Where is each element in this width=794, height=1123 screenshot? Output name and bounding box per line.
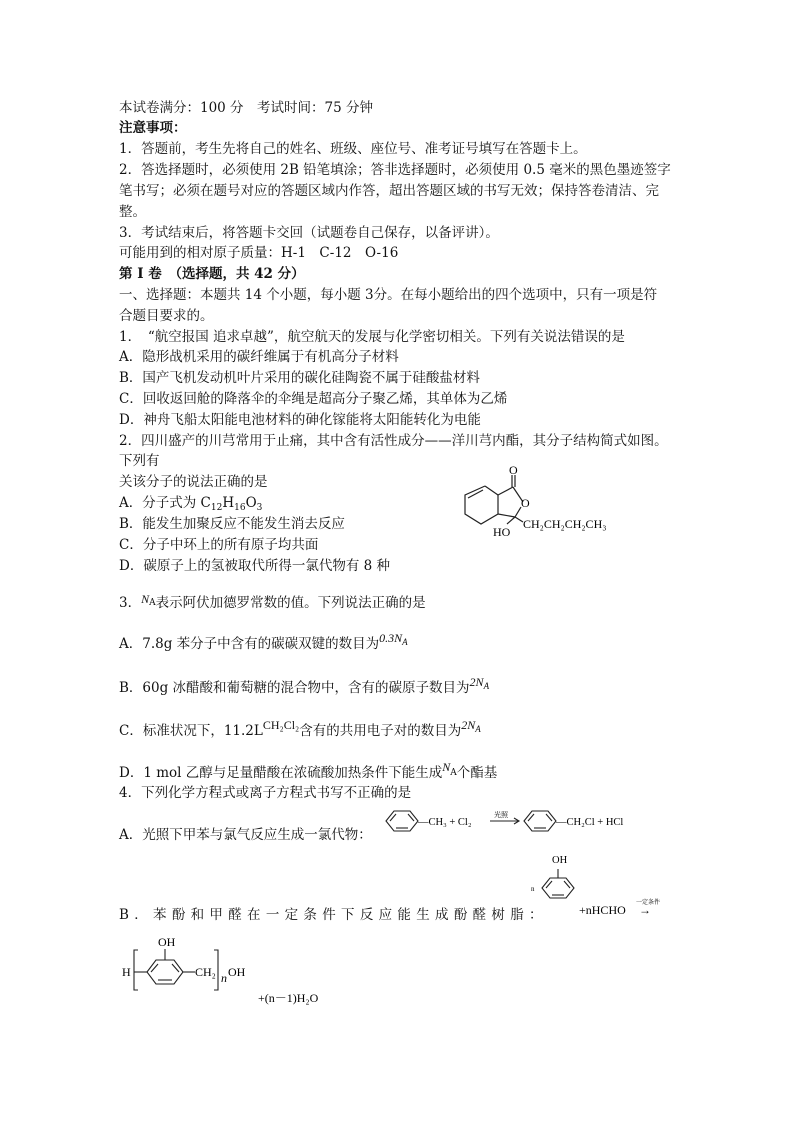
q4-a-condition-label: 光照 bbox=[494, 811, 508, 819]
q3-c-text2: 含有的共用电子对的数目为 bbox=[299, 723, 462, 739]
q4-resin-water-label: +(n－1)H₂O bbox=[258, 991, 319, 1005]
q1-option-b: B．国产飞机发动机叶片采用的碳化硅陶瓷不属于硅酸盐材料 bbox=[119, 370, 480, 386]
q2-struct-ring-o-label: O bbox=[521, 496, 530, 510]
q2-option-b: B．能发生加聚反应不能发生消去反应 bbox=[119, 516, 345, 532]
q4-a-reactant-label: —CH₃ + Cl₂ bbox=[418, 817, 472, 828]
q3-option-d bbox=[119, 758, 497, 782]
q3-d-text1: D．1 mol 乙醇与足量醋酸在浓硫酸加热条件下能生成 bbox=[119, 765, 443, 781]
q3-na-subscript: A bbox=[149, 598, 156, 608]
q2-stem-a: 2．四川盛产的川芎常用于止痛，其中含有活性成分——洋川芎内酯，其分子结构简式如图。 bbox=[119, 433, 668, 449]
q3-stem-text: 表示阿伏加德罗常数的值。下列说法正确的是 bbox=[155, 595, 426, 611]
q3-d-na-sub: A bbox=[450, 768, 457, 778]
q3-c-number: 2 bbox=[461, 718, 468, 732]
q3-d-text2: 个酯基 bbox=[456, 765, 498, 781]
q3-a-na-sub: A bbox=[402, 637, 408, 647]
q4-resin-h-label: H bbox=[122, 965, 131, 979]
q2-a-sub-h: 16 bbox=[234, 503, 246, 513]
q1-stem: 1． “航空报国 追求卓越”，航空航天的发展与化学密切相关。下列有关说法错误的是 bbox=[119, 329, 625, 345]
q4-b-hcho-label: +nHCHO bbox=[579, 903, 626, 917]
q2-a-prefix: A．分子式为 C bbox=[119, 495, 211, 511]
q2-stem-b: 下列有 bbox=[119, 453, 160, 469]
q1-option-d: D．神舟飞船太阳能电池材料的砷化镓能将太阳能转化为电能 bbox=[119, 412, 481, 428]
q1-option-a: A．隐形战机采用的碳纤维属于有机高分子材料 bbox=[119, 349, 399, 365]
q4-option-a: A．光照下甲苯与氯气反应生成一氯代物： bbox=[119, 827, 372, 843]
q2-struct-ho-label: HO bbox=[493, 525, 511, 539]
q4-resin-ch2-label: CH₂ bbox=[195, 965, 216, 979]
note-2-line-b: 笔书写；必须在题号对应的答题区域内作答，超出答题区域的书写无效；保持答卷清洁、完 bbox=[119, 183, 659, 199]
q3-stem bbox=[119, 590, 426, 612]
q3-c-formula: CH₂Cl₂ bbox=[262, 718, 300, 732]
q3-na-symbol: N bbox=[141, 592, 150, 606]
q3-b-value bbox=[470, 675, 490, 689]
q2-a-h: H bbox=[222, 495, 235, 511]
q4-resin-oh2-label: OH bbox=[228, 965, 246, 979]
q3-d-na: N bbox=[442, 760, 451, 774]
q3-a-value bbox=[379, 631, 408, 645]
q4-a-reaction-diagram bbox=[380, 806, 630, 840]
q3-number: 3． bbox=[119, 595, 142, 611]
q3-option-b bbox=[119, 673, 489, 697]
q4-b-oh-label: OH bbox=[552, 855, 568, 866]
notes-title: 注意事项： bbox=[119, 120, 187, 136]
q2-a-sub-o: 3 bbox=[256, 503, 263, 513]
q3-a-na: N bbox=[394, 631, 403, 645]
q3-option-c bbox=[119, 716, 481, 740]
q3-b-text: B．60g 冰醋酸和葡萄糖的混合物中，含有的碳原子数目为 bbox=[119, 680, 470, 696]
note-2-line-c: 整。 bbox=[119, 204, 146, 220]
q4-b-phenol-diagram bbox=[526, 848, 676, 918]
note-3: 3．考试结束后，将答题卡交回（试题卷自己保存，以备评讲）。 bbox=[119, 225, 499, 241]
q4-stem: 4．下列化学方程式或离子方程式书写不正确的是 bbox=[119, 785, 412, 801]
q1-option-c: C．回收返回舱的降落伞的伞绳是超高分子聚乙烯，其单体为乙烯 bbox=[119, 391, 508, 407]
q2-stem-c: 关该分子的说法正确的是 bbox=[119, 474, 268, 490]
q2-molecule-structure bbox=[455, 462, 655, 542]
q3-b-number: 2 bbox=[469, 675, 476, 689]
q2-a-sub-c: 12 bbox=[210, 503, 223, 513]
q2-struct-o-label: O bbox=[509, 463, 518, 477]
q3-b-na-sub: A bbox=[483, 681, 490, 691]
q4-option-b: B．苯酚和甲醛在一定条件下反应能生成酚醛树脂： bbox=[119, 907, 548, 923]
q2-a-o: O bbox=[245, 495, 257, 511]
q3-c-na: N bbox=[467, 718, 476, 732]
q3-option-a bbox=[119, 629, 408, 653]
q2-struct-chain-label: CH₂CH₂CH₂CH₃ bbox=[523, 517, 607, 531]
q2-option-d: D．碳原子上的氢被取代所得一氯代物有 8 种 bbox=[119, 558, 390, 574]
note-1: 1．答题前，考生先将自己的姓名、班级、座位号、准考证号填写在答题卡上。 bbox=[119, 141, 587, 157]
q4-b-resin-product-diagram bbox=[120, 932, 360, 1012]
atomic-masses: 可能用到的相对原子质量：H-1 C-12 O-16 bbox=[119, 245, 399, 261]
q2-option-c: C．分子中环上的所有原子均共面 bbox=[119, 537, 319, 553]
q3-c-text1: C．标准状况下，11.2L bbox=[119, 723, 263, 739]
note-2-line-a: 2．答选择题时，必须使用 2B 铅笔填涂；答非选择题时，必须使用 0.5 毫米的黑色墨迹签字 bbox=[119, 162, 671, 178]
q3-a-number: 0.3 bbox=[379, 631, 395, 645]
section-instructions-b: 合题目要求的。 bbox=[119, 308, 214, 324]
section-instructions-a: 一、选择题：本题共 14 个小题，每小题 3分。在每小题给出的四个选项中，只有一项是符 bbox=[119, 287, 658, 303]
q3-b-na: N bbox=[475, 675, 484, 689]
q2-option-a bbox=[119, 494, 262, 517]
q4-a-product-label: —CH₂Cl + HCl bbox=[556, 817, 624, 828]
score-time-line: 本试卷满分：100 分 考试时间：75 分钟 bbox=[119, 100, 374, 116]
q3-c-na-sub: A bbox=[475, 724, 481, 734]
q4-resin-oh-label: OH bbox=[158, 935, 176, 949]
q4-b-condition-label: 一定条件 bbox=[636, 900, 661, 906]
q4-b-arrow: → bbox=[639, 903, 651, 917]
q4-b-n-label: n bbox=[531, 885, 535, 893]
q3-c-value bbox=[461, 718, 481, 732]
q3-a-text: A．7.8g 苯分子中含有的碳碳双键的数目为 bbox=[119, 636, 380, 652]
q4-resin-n-label: n bbox=[221, 971, 227, 985]
section-title: 第 Ⅰ 卷 （选择题，共 42 分） bbox=[119, 266, 305, 282]
